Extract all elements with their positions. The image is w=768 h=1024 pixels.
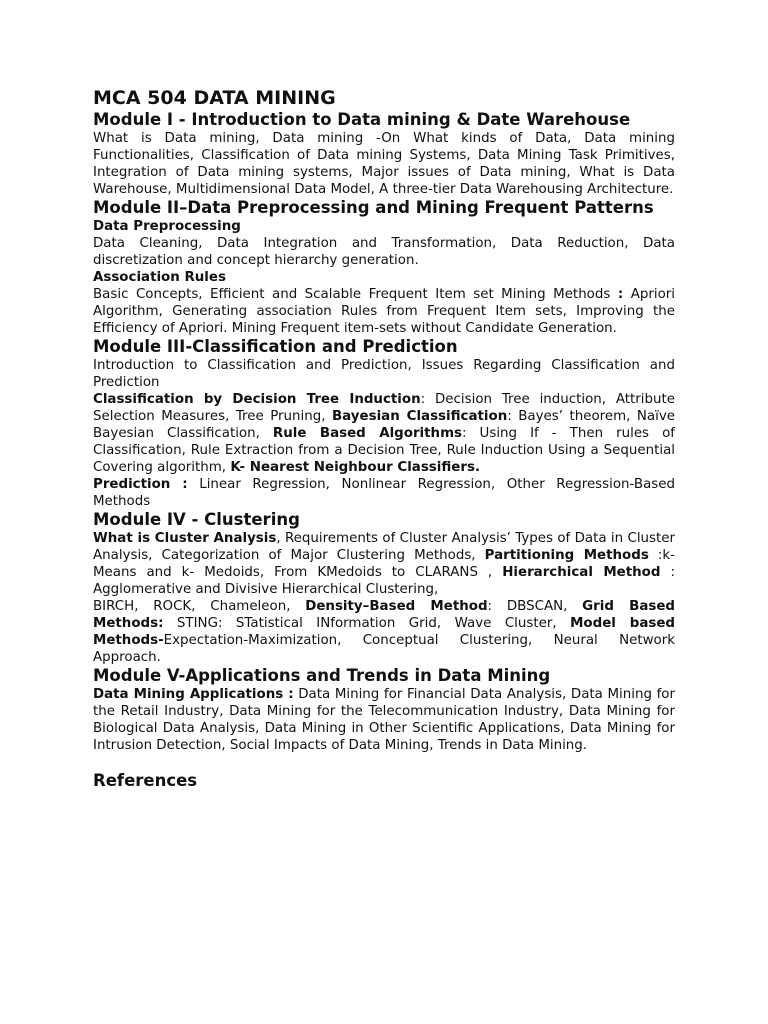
page-title: MCA 504 DATA MINING	[93, 87, 336, 109]
prediction-label: Prediction :	[93, 477, 188, 492]
cluster-analysis-text: , Requirements of Cluster Analysis’ Types of Data in Cluster Analysis, Categorization of Major Clustering Methods,	[93, 531, 675, 563]
clustering-body	[93, 530, 675, 598]
bayesian-label: Bayesian Classification	[331, 409, 508, 424]
partitioning-label: Partitioning Methods	[484, 548, 649, 563]
module-5-heading: Module V-Applications and Trends in Data Mining	[93, 666, 551, 685]
rule-based-label: Rule Based Algorithms	[272, 426, 462, 441]
data-preprocessing-body: Data Cleaning, Data Integration and Transformation, Data Reduction, Data discretization and concept hierarchy generation.	[93, 236, 675, 268]
prediction-paragraph	[93, 476, 675, 510]
association-rules-text-a: Basic Concepts, Efficient and Scalable Frequent Item set Mining Methods	[93, 287, 618, 302]
model-based-label: Model based Methods-	[93, 616, 676, 648]
classification-intro: Introduction to Classification and Prediction, Issues Regarding Classification and Prediction	[93, 358, 675, 390]
applications-body	[93, 686, 675, 754]
density-text: : DBSCAN,	[487, 599, 583, 614]
prediction-text: Linear Regression, Nonlinear Regression, Other Regression-Based Methods	[93, 477, 675, 509]
module-1-heading: Module I - Introduction to Data mining & Date Warehouse	[93, 110, 631, 129]
module-3-heading: Module III-Classification and Prediction	[93, 337, 458, 356]
rule-based-text: : Using If - Then rules of Classification, Rule Extraction from a Decision Tree, Rule Induction Using a Sequential Covering algorithm,	[93, 426, 675, 475]
grid-text: STING: STatistical INformation Grid, Wave Cluster,	[163, 616, 571, 631]
birch-text: BIRCH, ROCK, Chameleon,	[93, 599, 306, 614]
association-rules-text-b: Apriori Algorithm, Generating association Rules from Frequent Item sets, Improving the Efficiency of Apriori. Mining Frequent item-sets without Candidate Generation.	[93, 287, 675, 336]
cluster-analysis-label: What is Cluster Analysis	[93, 531, 277, 546]
module-2-heading: Module II–Data Preprocessing and Mining Frequent Patterns	[93, 198, 654, 217]
classification-methods	[93, 391, 675, 476]
applications-text: Data Mining for Financial Data Analysis, Data Mining for the Retail Industry, Data Mining for the Telecommunication Industry, Data Mining for Biological Data Analysis, Data Mining in Other Scientific Applications, Data Mining for Intrusion Detection, Social Impacts of Data Mining, Trends in Data Mining.	[93, 687, 675, 753]
association-rules-body	[93, 286, 675, 337]
hierarchical-label: Hierarchical Method	[502, 565, 661, 580]
association-rules-subheading: Association Rules	[93, 270, 226, 285]
module-4-heading: Module IV - Clustering	[93, 510, 300, 529]
section-spacer	[93, 754, 675, 771]
grid-label: Grid Based Methods:	[93, 599, 676, 631]
clustering-methods	[93, 598, 675, 666]
association-rules-colon: :	[617, 287, 624, 302]
syllabus-document	[93, 86, 675, 791]
data-preprocessing-subheading: Data Preprocessing	[93, 219, 241, 234]
density-label: Density–Based Method	[305, 599, 488, 614]
bayesian-text: : Bayes’ theorem, Naïve Bayesian Classification,	[93, 409, 676, 441]
model-based-text: Expectation-Maximization, Conceptual Clustering, Neural Network Approach.	[93, 633, 675, 665]
references-heading: References	[93, 771, 198, 790]
applications-label: Data Mining Applications :	[93, 687, 294, 702]
knn-label: K- Nearest Neighbour Classifiers.	[230, 460, 481, 475]
partitioning-text: :k-Means and k- Medoids, From KMedoids to CLARANS ,	[93, 548, 675, 580]
module-1-body: What is Data mining, Data mining -On What kinds of Data, Data mining Functionalities, Classification of Data mining Systems, Data Mining Task Primitives, Integration of Data mining systems, Major issues of Data mining, What is Data Warehouse, Multidimensional Data Model, A three-tier Data Warehousing Architecture.	[93, 131, 675, 197]
decision-tree-label: Classification by Decision Tree Induction	[93, 392, 421, 407]
decision-tree-text: : Decision Tree induction, Attribute Selection Measures, Tree Pruning,	[93, 392, 675, 424]
hierarchical-text: : Agglomerative and Divisive Hierarchical Clustering,	[93, 565, 675, 597]
